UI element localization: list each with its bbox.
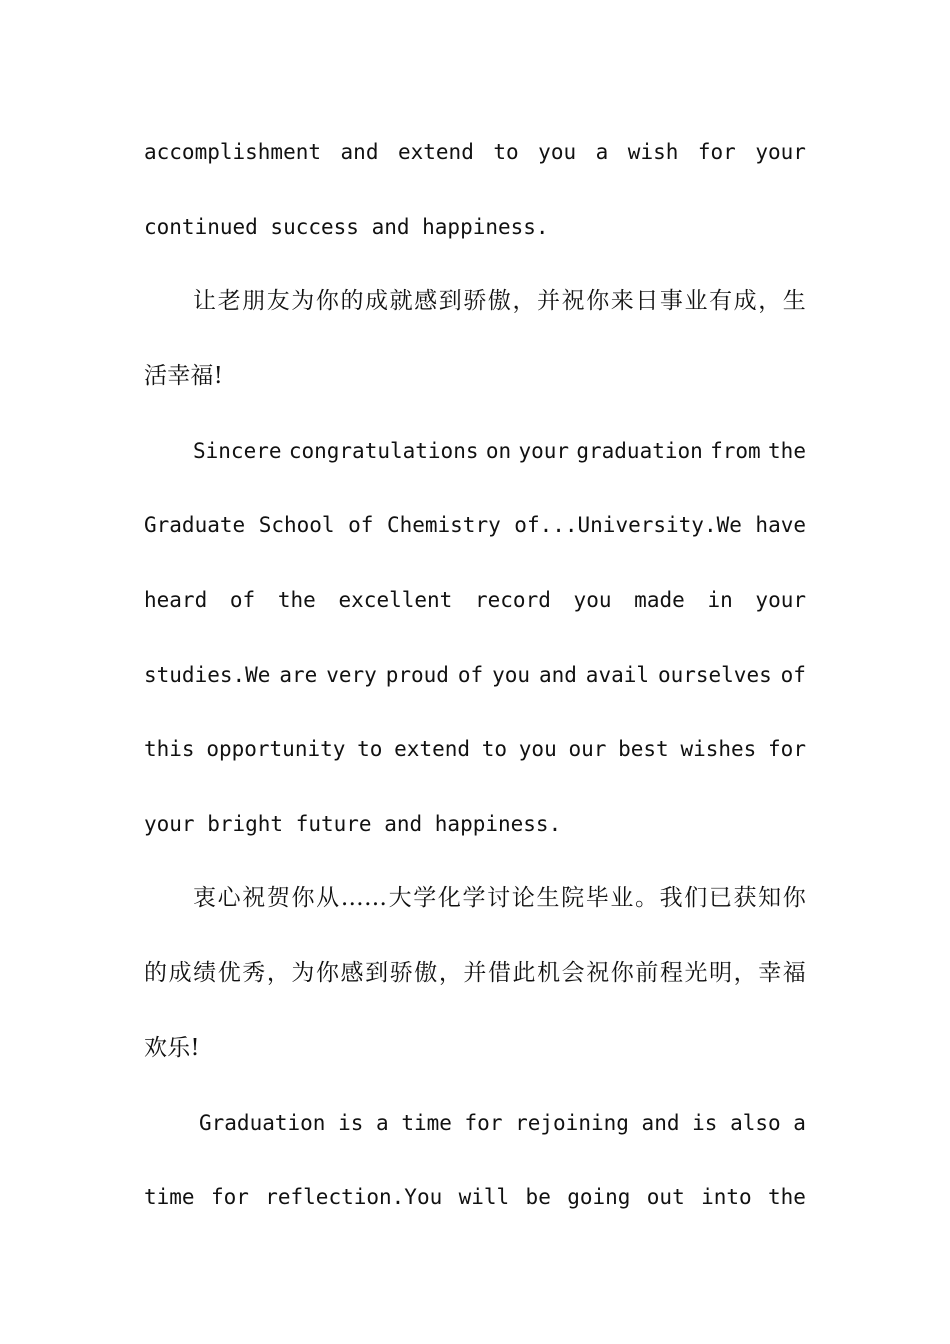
word: also	[730, 1111, 781, 1135]
word: for	[464, 1111, 503, 1135]
word: of	[348, 513, 374, 537]
word: to	[357, 737, 383, 761]
word: from	[710, 439, 761, 463]
word: congratulations	[288, 439, 479, 463]
word: of	[229, 588, 256, 612]
word: this	[144, 737, 195, 761]
word: of	[457, 663, 484, 687]
word: have	[755, 513, 806, 537]
text-line-5	[193, 431, 806, 471]
word: the	[277, 588, 316, 612]
word: a	[595, 140, 609, 164]
word: wish	[627, 140, 679, 164]
text-line-13: 欢乐!	[144, 1035, 200, 1061]
text-line-8	[144, 655, 806, 695]
text-line-3: 让老朋友为你的成就感到骄傲，并祝你来日事业有成，生	[193, 288, 806, 314]
word: will	[458, 1185, 510, 1209]
word: in	[707, 588, 733, 612]
text-line-14	[199, 1103, 806, 1143]
word: rejoining	[515, 1111, 629, 1135]
word: Chemistry	[386, 513, 501, 537]
word: a	[376, 1111, 389, 1135]
word: you	[492, 663, 531, 687]
word: of...University.We	[514, 513, 742, 537]
word: you	[573, 588, 612, 612]
word: is	[338, 1111, 364, 1135]
word: on	[485, 439, 512, 463]
word: accomplishment	[144, 140, 322, 164]
word: and	[538, 663, 577, 687]
word: the	[768, 1185, 806, 1209]
word: time	[144, 1185, 195, 1209]
word: you	[538, 140, 577, 164]
word: the	[768, 439, 806, 463]
word: is	[692, 1111, 718, 1135]
text-line-11: 衷心祝贺你从……大学化学讨论生院毕业。我们已获知你	[193, 885, 806, 911]
word: to	[493, 140, 519, 164]
word: are	[279, 663, 318, 687]
word: graduation	[576, 439, 703, 463]
word: into	[701, 1185, 752, 1209]
word: your	[755, 588, 806, 612]
word: excellent	[338, 588, 453, 612]
word: made	[634, 588, 685, 612]
word: reflection.You	[265, 1185, 443, 1209]
word: and	[340, 140, 379, 164]
word: for	[210, 1185, 249, 1209]
word: and	[641, 1111, 680, 1135]
word: time	[401, 1111, 452, 1135]
word: opportunity	[206, 737, 346, 761]
text-line-7	[144, 580, 806, 620]
word: extend	[397, 140, 474, 164]
word: your	[518, 439, 570, 463]
word: extend	[394, 737, 471, 761]
word: Sincere	[193, 439, 282, 463]
word: proud	[385, 663, 449, 687]
word: going	[567, 1185, 631, 1209]
word: best	[618, 737, 669, 761]
text-line-9	[144, 729, 806, 769]
word: out	[646, 1185, 685, 1209]
word: wishes	[680, 737, 757, 761]
text-line-1	[144, 132, 806, 172]
word: Graduate	[144, 513, 246, 537]
text-line-12: 的成绩优秀，为你感到骄傲，并借此机会祝你前程光明，幸福	[144, 960, 806, 986]
text-line-15	[144, 1177, 806, 1217]
word: very	[326, 663, 377, 687]
word: avail	[585, 663, 650, 687]
word: to	[481, 737, 508, 761]
text-line-6	[144, 505, 806, 545]
word: Graduation	[199, 1111, 326, 1135]
word: record	[475, 588, 551, 612]
word: you	[518, 737, 557, 761]
word: a	[793, 1111, 806, 1135]
word: your	[755, 140, 806, 164]
word: ourselves	[657, 663, 772, 687]
word: studies.We	[144, 663, 271, 687]
word: our	[568, 737, 607, 761]
word: heard	[144, 588, 208, 612]
text-line-10: your bright future and happiness.	[144, 812, 562, 836]
word: of	[780, 663, 806, 687]
text-line-4: 活幸福!	[144, 363, 224, 389]
word: for	[768, 737, 806, 761]
word: be	[525, 1185, 551, 1209]
text-line-2: continued success and happiness.	[144, 215, 549, 239]
word: School	[258, 513, 335, 537]
word: for	[697, 140, 736, 164]
